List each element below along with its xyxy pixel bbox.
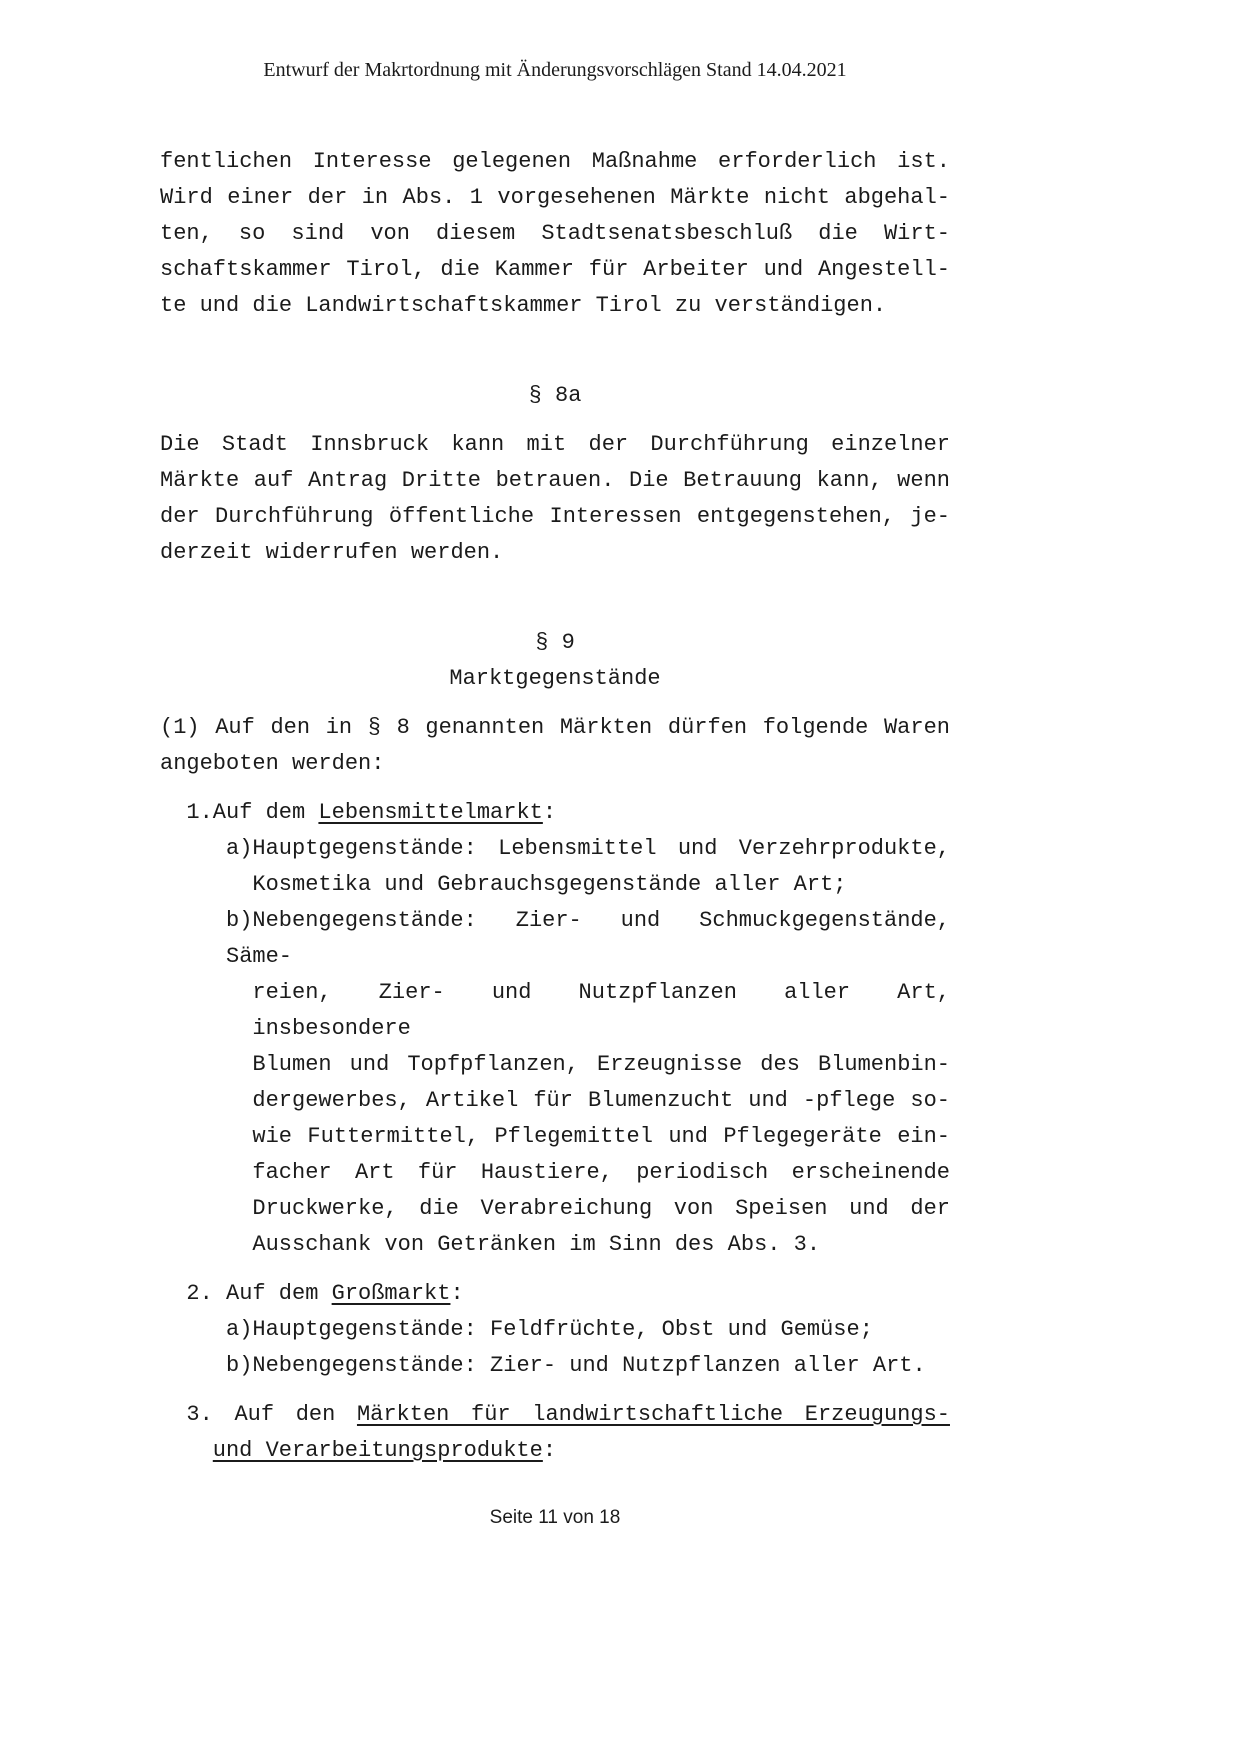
section-heading-8a: § 8a [528,383,582,408]
list-item-1-title [186,795,950,831]
item-number: 2. [186,1281,226,1306]
text-line: a)Hauptgegenstände: Feldfrüchte, Obst und Gemüse; [226,1317,873,1342]
text-line: Ausschank von Getränken im Sinn des Abs. 3. [252,1232,821,1257]
text-line: Druckwerke, die Verabreichung von Speisen und der [252,1196,950,1221]
market-name: und Verarbeitungsprodukte [212,1438,543,1463]
item-number: 1. [186,800,213,825]
list-item-2-title [186,1276,950,1312]
page-number: Seite 11 von 18 [489,1507,621,1528]
market-name: Großmarkt [331,1281,451,1306]
sub-item-1b [226,903,950,1263]
text-line: te und die Landwirtschaftskammer Tirol zu verständigen. [160,293,887,318]
text-line: fentlichen Interesse gelegenen Maßnahme erforderlich ist. [160,149,950,174]
sub-item-1a [226,831,950,903]
page-footer [160,1506,950,1530]
item-text: : [450,1281,464,1306]
market-name: Märkten für landwirtschaftliche Erzeugungs- [356,1402,950,1427]
item-text: : [542,1438,557,1463]
page-header [160,57,950,83]
paragraph-continuation [160,144,950,324]
text-line: b)Nebengegenstände: Zier- und Nutzpflanzen aller Art. [226,1353,926,1378]
text-line: Kosmetika und Gebrauchsgegenstände aller Art; [252,872,847,897]
text-line: a)Hauptgegenstände: Lebensmittel und Verzehrprodukte, [226,836,950,861]
text-line: reien, Zier- und Nutzpflanzen aller Art, insbesondere [252,980,950,1041]
text-line: wie Futtermittel, Pflegemittel und Pflegegeräte ein- [252,1124,950,1149]
text-line: angeboten werden: [160,751,385,776]
text-line: derzeit widerrufen werden. [160,540,504,565]
text-line [186,1433,950,1469]
sub-item-2a [226,1312,950,1348]
text-line: Die Stadt Innsbruck kann mit der Durchführung einzelner [160,432,950,457]
item-text: 3. Auf den [186,1402,357,1427]
text-line: ten, so sind von diesem Stadtsenatsbeschluß die Wirt- [160,221,950,246]
item-text: Auf dem [212,800,319,825]
text-line: (1) Auf den in § 8 genannten Märkten dürfen folgende Waren [160,715,950,740]
text-line: Märkte auf Antrag Dritte betrauen. Die Betrauung kann, wenn [160,468,950,493]
section-heading-9: § 9 [535,630,575,655]
text-line: Blumen und Topfpflanzen, Erzeugnisse des Blumenbin- [252,1052,950,1077]
list-item-3-title [186,1397,950,1469]
text-line: b)Nebengegenstände: Zier- und Schmuckgegenstände, Säme- [226,908,950,969]
text-line: Wird einer der in Abs. 1 vorgesehenen Märkte nicht abgehal- [160,185,950,210]
text-line [186,1397,950,1433]
text-line: dergewerbes, Artikel für Blumenzucht und -pflege so- [252,1088,950,1113]
sub-item-2b [226,1348,950,1384]
paragraph-8a [160,427,950,571]
header-title: Entwurf der Makrtordnung mit Änderungsvorschlägen Stand 14.04.2021 [263,59,847,81]
item-text: Auf dem [226,1281,332,1306]
market-name: Lebensmittelmarkt [318,800,543,825]
text-line: facher Art für Haustiere, periodisch erscheinende [252,1160,950,1185]
section-subheading: Marktgegenstände [449,666,661,691]
paragraph-intro [160,710,950,782]
item-text: : [542,800,557,825]
document-content [160,144,950,1469]
text-line: schaftskammer Tirol, die Kammer für Arbeiter und Angestell- [160,257,950,282]
text-line: der Durchführung öffentliche Interessen entgegenstehen, je- [160,504,950,529]
